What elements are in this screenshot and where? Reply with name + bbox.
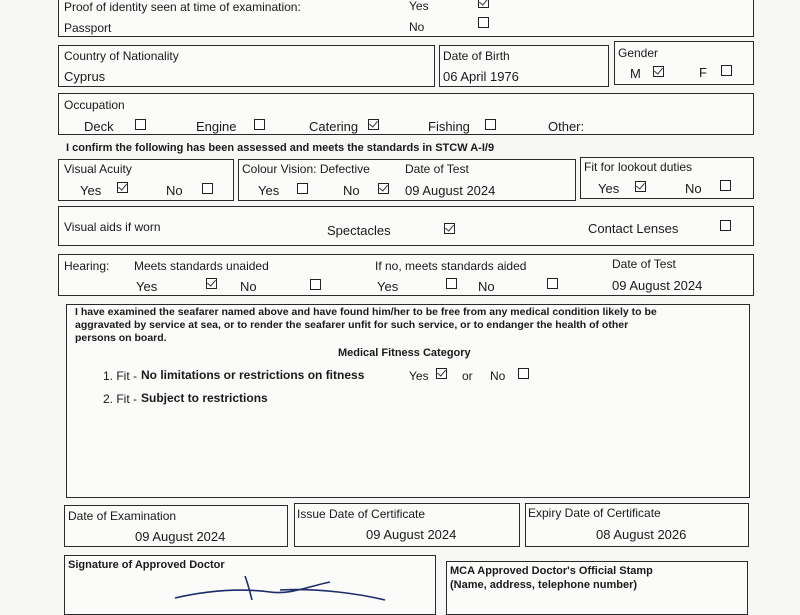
hearing-aided-no-label: No [478, 279, 495, 294]
statement-line-1: I have examined the seafarer named above and have found him/her to be free from any medical condition likely to be [75, 306, 657, 318]
lookout-yes-checkbox[interactable] [635, 181, 646, 192]
statement-line-2: aggravated by service at sea, or to render the seafarer unfit for such service, or to endanger the health of other [75, 319, 629, 331]
occupation-label: Occupation [64, 98, 125, 112]
lookout-label: Fit for lookout duties [584, 160, 693, 174]
expiry-date-label: Expiry Date of Certificate [528, 506, 661, 520]
stamp-label-line-2: (Name, address, telephone number) [450, 579, 638, 591]
hearing-label: Hearing: [64, 259, 110, 273]
spectacles-checkbox[interactable] [444, 223, 455, 234]
fit1-text: No limitations or restrictions on fitness [141, 368, 365, 382]
gender-label: Gender [618, 46, 659, 60]
hearing-date-value: 09 August 2024 [612, 278, 703, 293]
fit1-or-label: or [462, 369, 473, 383]
fit1-no-checkbox[interactable] [518, 368, 529, 379]
statement-line-3: persons on board. [75, 332, 167, 344]
contact-lenses-checkbox[interactable] [720, 220, 731, 231]
colour-vision-date-value: 09 August 2024 [405, 183, 496, 198]
nationality-label: Country of Nationality [64, 49, 179, 63]
passport-label: Passport [64, 21, 112, 35]
lookout-no-checkbox[interactable] [720, 180, 731, 191]
colour-vision-no-checkbox[interactable] [378, 183, 389, 194]
hearing-aided-no-checkbox[interactable] [547, 278, 558, 289]
gender-f-label: F [699, 65, 707, 80]
occupation-engine-label: Engine [196, 119, 237, 134]
exam-date-label: Date of Examination [68, 509, 177, 523]
identity-no-label: No [409, 20, 425, 34]
hearing-unaided-no-label: No [240, 279, 257, 294]
proof-of-identity-label: Proof of identity seen at time of examination: [64, 0, 301, 14]
colour-vision-yes-label: Yes [258, 183, 280, 198]
identity-yes-label: Yes [409, 0, 429, 13]
colour-vision-yes-checkbox[interactable] [297, 183, 308, 194]
occupation-catering-checkbox[interactable] [368, 119, 379, 130]
contact-lenses-label: Contact Lenses [588, 221, 679, 236]
issue-date-value: 09 August 2024 [366, 527, 457, 542]
visual-acuity-yes-checkbox[interactable] [117, 182, 128, 193]
fit1-no-label: No [490, 369, 506, 383]
lookout-yes-label: Yes [598, 181, 620, 196]
identity-no-checkbox[interactable] [478, 17, 489, 28]
hearing-aided-label: If no, meets standards aided [375, 259, 527, 273]
fit1-prefix: 1. Fit - [103, 369, 138, 383]
doctor-signature-scribble [170, 572, 390, 602]
dob-value: 06 April 1976 [443, 69, 519, 84]
hearing-aided-yes-checkbox[interactable] [446, 278, 457, 289]
identity-yes-checkbox[interactable] [478, 0, 489, 8]
colour-vision-date-label: Date of Test [405, 162, 469, 176]
occupation-deck-label: Deck [84, 119, 114, 134]
occupation-catering-label: Catering [309, 119, 359, 134]
occupation-box [58, 93, 754, 135]
lookout-no-label: No [685, 181, 702, 196]
gender-m-checkbox[interactable] [653, 66, 664, 77]
hearing-unaided-label: Meets standards unaided [134, 259, 269, 273]
issue-date-label: Issue Date of Certificate [297, 507, 426, 521]
fit1-yes-checkbox[interactable] [436, 368, 447, 379]
hearing-aided-yes-label: Yes [377, 279, 399, 294]
fitness-category-title: Medical Fitness Category [338, 347, 471, 359]
gender-f-checkbox[interactable] [721, 65, 732, 76]
visual-acuity-no-label: No [166, 183, 183, 198]
visual-aids-label: Visual aids if worn [64, 220, 161, 234]
hearing-unaided-no-checkbox[interactable] [310, 279, 321, 290]
occupation-other-label: Other: [548, 119, 585, 134]
nationality-value: Cyprus [64, 69, 106, 84]
hearing-date-label: Date of Test [612, 257, 676, 271]
fit1-yes-label: Yes [409, 369, 429, 383]
fit2-text: Subject to restrictions [141, 391, 268, 405]
occupation-fishing-checkbox[interactable] [485, 119, 496, 130]
colour-vision-label: Colour Vision: Defective [242, 162, 370, 176]
occupation-engine-checkbox[interactable] [254, 119, 265, 130]
expiry-date-value: 08 August 2026 [596, 527, 687, 542]
hearing-unaided-yes-label: Yes [136, 279, 158, 294]
dob-label: Date of Birth [443, 49, 510, 63]
hearing-unaided-yes-checkbox[interactable] [206, 278, 217, 289]
visual-acuity-yes-label: Yes [80, 183, 102, 198]
stamp-label-line-1: MCA Approved Doctor's Official Stamp [450, 565, 653, 577]
colour-vision-no-label: No [343, 183, 360, 198]
fit2-prefix: 2. Fit - [103, 392, 138, 406]
stcw-confirm-text: I confirm the following has been assessed and meets the standards in STCW A-I/9 [66, 142, 495, 154]
visual-acuity-label: Visual Acuity [64, 162, 132, 176]
spectacles-label: Spectacles [327, 223, 391, 238]
gender-m-label: M [630, 66, 641, 81]
exam-date-value: 09 August 2024 [135, 529, 226, 544]
occupation-fishing-label: Fishing [428, 119, 470, 134]
signature-label: Signature of Approved Doctor [68, 559, 225, 571]
occupation-deck-checkbox[interactable] [135, 119, 146, 130]
visual-acuity-no-checkbox[interactable] [202, 183, 213, 194]
